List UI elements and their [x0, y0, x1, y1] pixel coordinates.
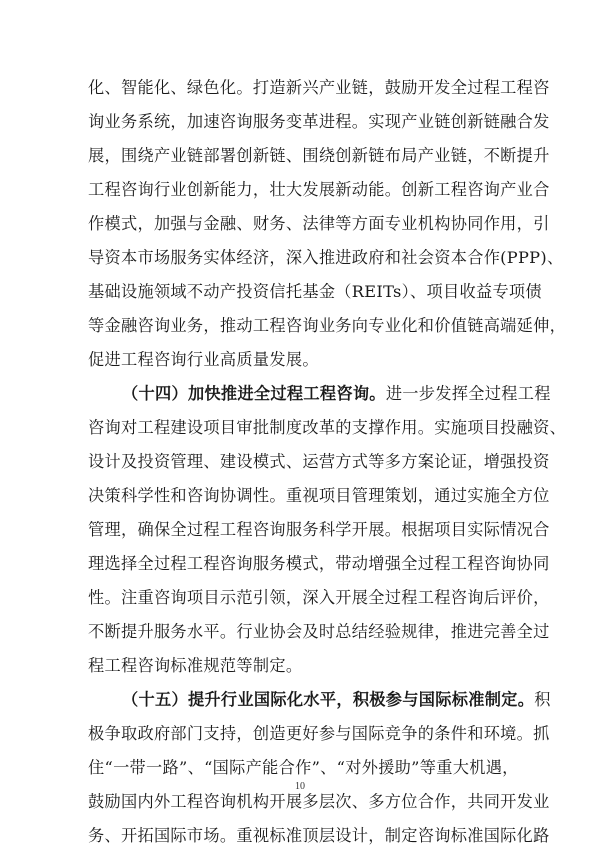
paragraph-line: 性。注重咨询项目示范引领，深入开展全过程工程咨询后评价，: [88, 588, 550, 607]
paragraph-line: 促进工程咨询行业高质量发展。: [88, 350, 319, 369]
paragraph-line: 极争取政府部门支持，创造更好参与国际竞争的条件和环境。抓: [88, 724, 550, 743]
paragraph-line: 基础设施领域不动产投资信托基金（REITs）、项目收益专项债: [88, 282, 542, 301]
paragraph-line: 工程咨询行业创新能力，壮大发展新动能。创新工程咨询产业合: [88, 180, 550, 199]
paragraph-line: 理选择全过程工程咨询服务模式，带动增强全过程工程咨询协同: [88, 554, 550, 573]
paragraph-line: 务、开拓国际市场。重视标准顶层设计，制定咨询标准国际化路: [88, 826, 550, 845]
paragraph-line: 设计及投资管理、建设模式、运营方式等多方案论证，增强投资: [88, 452, 550, 471]
paragraph-line: 化、智能化、绿色化。打造新兴产业链，鼓励开发全过程工程咨: [88, 78, 550, 97]
paragraph-line: 等金融咨询业务，推动工程咨询业务向专业化和价值链高端延伸，: [88, 316, 567, 335]
section-14-heading: （十四）加快推进全过程工程咨询。: [122, 384, 386, 403]
section-14-first-line: [122, 384, 551, 404]
paragraph-line: 程工程咨询标准规范等制定。: [88, 656, 303, 675]
paragraph-line: 决策科学性和咨询协调性。重视项目管理策划，通过实施全方位: [88, 486, 550, 505]
page-number: 10: [295, 781, 305, 792]
section-15-first-line-text: 积: [534, 690, 551, 709]
paragraph-line: 鼓励国内外工程咨询机构开展多层次、多方位合作，共同开发业: [88, 792, 550, 811]
paragraph-line: 不断提升服务水平。行业协会及时总结经验规律，推进完善全过: [88, 622, 550, 641]
section-14-first-line-text: 进一步发挥全过程工程: [385, 384, 551, 403]
paragraph-line: 导资本市场服务实体经济，深入推进政府和社会资本合作(PPP)、: [88, 248, 564, 267]
paragraph-line: 作模式，加强与金融、财务、法律等方面专业机构协同作用，引: [88, 214, 550, 233]
paragraph-line: 咨询对工程建设项目审批制度改革的支撑作用。实施项目投融资、: [88, 418, 567, 437]
paragraph-line: 询业务系统，加速咨询服务变革进程。实现产业链创新链融合发: [88, 112, 550, 131]
paragraph-line: 展，围绕产业链部署创新链、围绕创新链布局产业链，不断提升: [88, 146, 550, 165]
section-15-heading: （十五）提升行业国际化水平，积极参与国际标准制定。: [122, 690, 535, 709]
section-15-first-line: [122, 690, 551, 710]
paragraph-line: 住“一带一路”、“国际产能合作”、“对外援助”等重大机遇，: [88, 758, 519, 777]
paragraph-line: 管理，确保全过程工程咨询服务科学开展。根据项目实际情况合: [88, 520, 550, 539]
